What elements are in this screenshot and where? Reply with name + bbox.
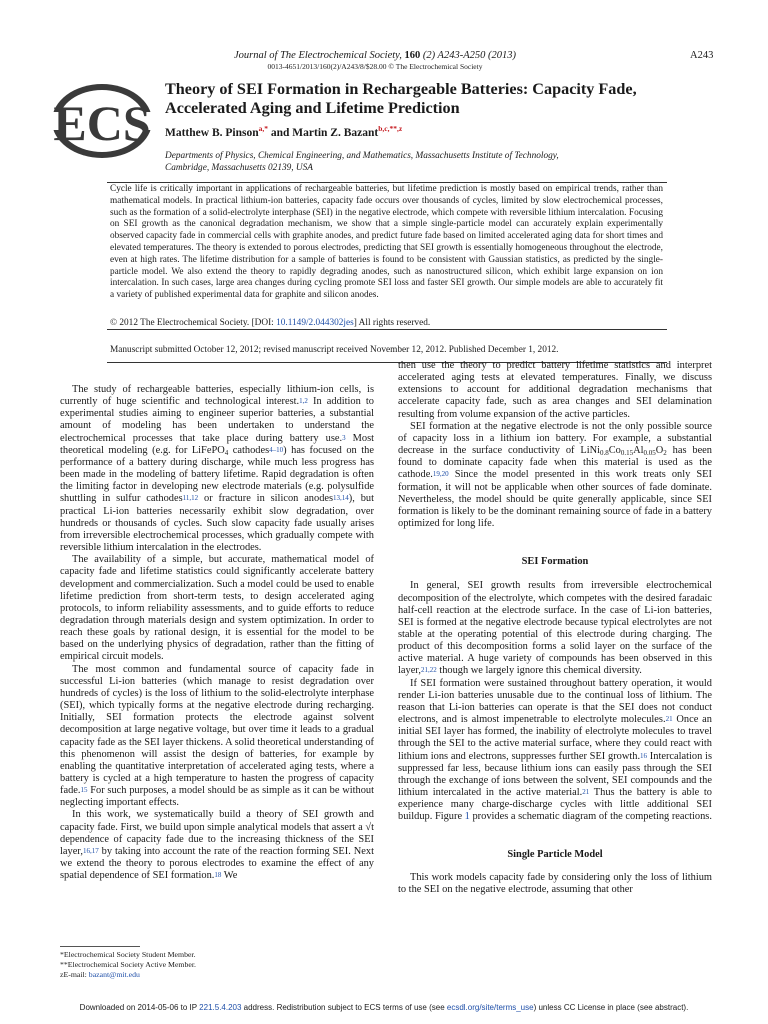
doi-link[interactable]: 10.1149/2.044302jes (276, 318, 354, 328)
issn-line: 0013-4651/2013/160(2)/A243/8/$28.00 © The Electrochemical Society (267, 62, 483, 71)
manuscript-dates: Manuscript submitted October 12, 2012; revised manuscript received November 12, 2012. Published December 1, 2012. (110, 345, 559, 355)
affiliation: Departments of Physics, Chemical Engineering, and Mathematics, Massachusetts Institute of Technology, Cambridge, Massachusetts 02139, USA (165, 151, 559, 173)
logo-text: ECS (53, 95, 151, 151)
ip-link[interactable]: 221.5.4.203 (199, 1003, 242, 1012)
footnote-rule (60, 946, 140, 947)
body-column-right: then use the theory to predict battery lifetime statistics and interpret accelerated aging tests at elevated temperatures. Finally, we discuss extensions to account for additional degradation mechanisms that accelerate capacity fade, such as area changes and SEI delamination resulting from volume expansion of the active particles. SEI formation at the negative electrode is not the only possible source of capacity loss in a lithium ion battery. For example, a substantial decrease in the surface conductivity of LiNi0.8Co0.15Al0.05O2 has been found to dominate capacity fade when this material is used as the cathode.$^{19,20}$ Since the model presented in this work treats only SEI formation, it will not be applicable when other sources of fade dominate. Nevertheless, the model should be quite generally applicable, since SEI formation is likely to be the dominant remaining source of fade in a battery optimized for long life. SEI Formation In general, SEI growth results from irreversible electrochemical decomposition of the electrolyte, which competes with the desired faradaic half-cell reaction at the electrode surface. In the case of Li-ion batteries, SEI is formed at the negative electrode because typical electrolytes are not stable at the operating potential of this electrode during charging. The product of this decomposition forms a solid layer on the surface of the active material. A huge variety of compounds has been observed in this layer,$^{21,22}$ though we largely ignore this chemical diversity. If SEI formation were sustained throughout battery operation, it would render Li-ion batteries unusable due to the continual loss of lithium. The reason that Li-ion batteries can operate is that the SEI does not conduct electrons, and is almost impenetrable to electrolyte molecules.$^{21}$ Once an initial SEI layer has formed, the inability of electrolyte molecules to travel through the SEI to the active material surface, where they could react with lithium ions and electrons, suppresses further SEI growth.$^{16}$ Intercalation is suppressed far less, because lithium ions can easily pass through the SEI through the exchange of ions between the solvent, SEI compounds and the lithium intercalated in the active material.$^{21}$ Thus the battery is able to experience many charge-discharge cycles with little additional SEI buildup. Figure 1 provides a schematic diagram of the competing reactions. Single Particle Model This work models capacity fade by considering only the loss of lithium to the SEI on the negative electrode, assuming that other (398, 360, 712, 895)
authors: Matthew B. Pinson$^{a,*}$ and Martin Z. Bazant$^{b,c,**,z}$ (165, 124, 403, 139)
email-link[interactable]: bazant@mit.edu (88, 970, 140, 979)
page-number: A243 (690, 50, 714, 61)
section-heading-single-particle: Single Particle Model (507, 849, 603, 861)
abstract: Cycle life is critically important in applications of rechargeable batteries, but lifetime prediction is mostly based on empirical trends, rather than mathematical models. In practical lithium-ion batteries, capacity fade occurs over thousands of cycles, limited by slow electrochemical processes, such as the formation of a solid-electrolyte interphase (SEI) in the negative electrode, which compete with reversible lithium intercalation. Focusing on SEI growth as the canonical degradation mechanism, we show that a simple single-particle model can accurately explain experimentally observed capacity fade in commercial cells with graphite anodes, and predict future fade based on limited accelerated aging data for short times and elevated temperatures. The theory is extended to porous electrodes, predicting that SEI growth is essentially homogeneous throughout the electrode, even at high rates. The lifetime distribution for a sample of batteries is found to be consistent with Gaussian statistics, as predicted by the single-particle model. We also extend the theory to rapidly degrading anodes, such as nanostructured silicon, which exhibit large expansion on ion intercalation. In such cases, large area changes during cycling promote SEI loss and faster SEI growth. Our simple models are able to accurately fit a variety of published experimental data for graphite and silicon anodes. (110, 184, 663, 301)
terms-link[interactable]: ecsdl.org/site/terms_use (446, 1003, 534, 1012)
ecs-logo (50, 82, 154, 160)
download-notice: Downloaded on 2014-05-06 to IP 221.5.4.203 address. Redistribution subject to ECS terms of use (see ecsdl.org/site/terms_use) unless CC License in place (see abstract). (79, 1003, 689, 1012)
journal-citation: Journal of The Electrochemical Society, 160 (2) A243-A250 (2013) (234, 50, 516, 61)
footnotes: *Electrochemical Society Student Member. **Electrochemical Society Active Member. zE-mail: bazant@mit.edu (60, 950, 196, 979)
paper-title: Theory of SEI Formation in Rechargeable Batteries: Capacity Fade, Accelerated Aging and Lifetime Prediction (165, 80, 637, 117)
copyright-line: © 2012 The Electrochemical Society. [DOI: 10.1149/2.044302jes] All rights reserved. (110, 318, 431, 328)
section-heading-sei-formation: SEI Formation (521, 556, 589, 568)
body-column-left: The study of rechargeable batteries, especially lithium-ion cells, is currently of huge scientific and technological interest.$^{1,2}$ In addition to experimental studies aiming to engineer superior batteries, a substantial amount of modeling has been undertaken to understand the electrochemical processes that take place during battery use.$^3$ Most theoretical modeling (e.g. for LiFePO4 cathodes$^{4-10}$) has focused on the performance of a battery during discharge, while much less progress has been made in the modeling of battery lifetime. Rapid degradation is often the limiting factor in developing new electrode materials (e.g. polysulfide shuttling in sulfur cathodes$^{11,12}$ or fracture in silicon anodes$^{13,14}$), but practical Li-ion batteries necessarily exhibit slow degradation, over hundreds or thousands of cycles. Such slow capacity fade usually arises from irreversible electrochemical processes, which gradually compete with reversible lithium intercalation in the electrodes. The availability of a simple, but accurate, mathematical model of capacity fade and lifetime statistics could significantly accelerate battery development and commercialization. Such a model could be used to enable lifetime prediction from short-term tests, to design accelerated aging protocols, to inform reliability assessments, and to guide efforts to reduce degradation through materials design and system optimization. In order to reach these goals by rational design, it is essential for the model to be based on the underlying physics of degradation, rather than the fitting of empirical circuit models. The most common and fundamental source of capacity fade in successful Li-ion batteries (which manage to resist degradation over hundreds of cycles) is the loss of lithium to the solid-electrolyte interphase (SEI), which typically forms at the negative electrode during recharging. Initially, SEI formation protects the electrode against solvent decomposition at large negative voltage, but over time it leads to a gradual capacity fade as the SEI layer thickens. A solid theoretical understanding of this phenomenon will assist the design of batteries, for example by enabling the quantitative interpretation of accelerated aging tests, where a battery is cycled at a high temperature to hasten the progress of capacity fade.$^{15}$ For such purposes, a model should be as simple as it can be without neglecting important effects. In this work, we systematically build a theory of SEI growth and capacity fade. First, we build upon simple analytical models that assert a √t dependence of capacity fade due to the increasing thickness of the SEI layer,$^{16,17}$ by taking into account the rate of the reaction forming SEI. Next we extend the theory to porous electrodes to examine the effect of any spatial dependence of SEI formation.$^{18}$ We (60, 384, 374, 882)
